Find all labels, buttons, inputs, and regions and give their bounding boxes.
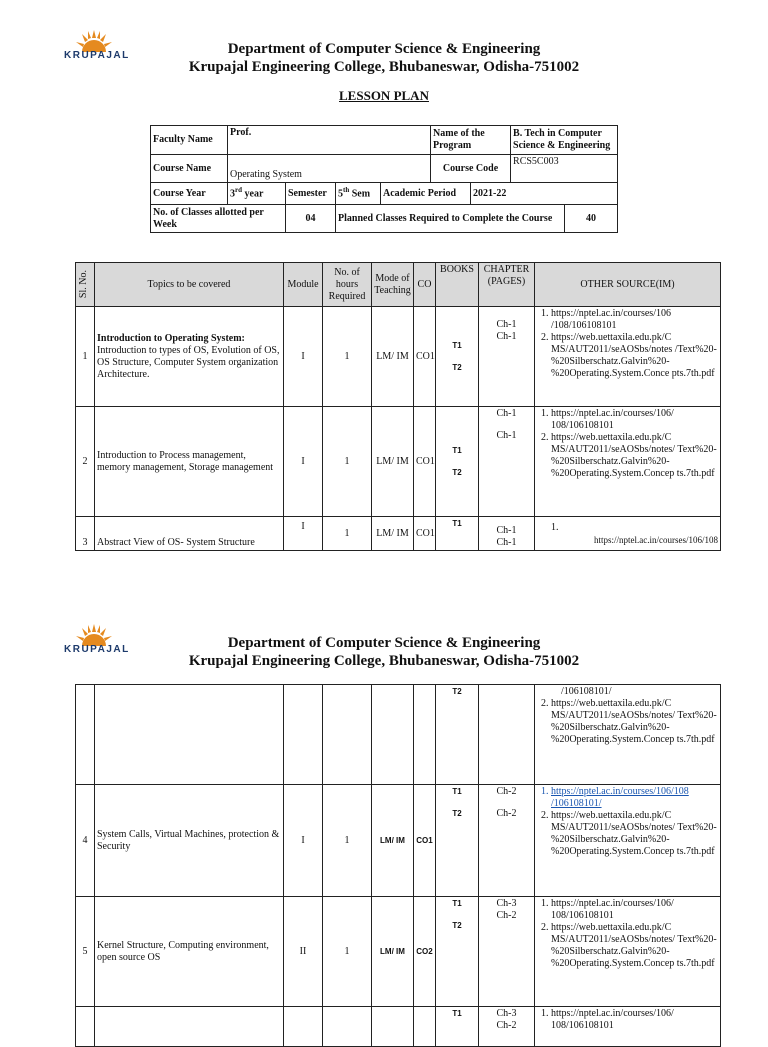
row-other-source: 1. https://nptel.ac.in/courses/106/ 108/106108101 2. https://web.uettaxila.edu.pk/C MS/AUT2011/seAOSbs/notes/ Text%20- %20Silberschatz.Galvin%20- %20Operating.System.Concep ts.7th.pdf [535, 407, 721, 517]
row-hours: 1 [323, 785, 372, 897]
row-hours: 1 [323, 517, 372, 551]
academic-period-value: 2021-22 [471, 183, 618, 205]
row-module: II [284, 897, 323, 1007]
row-books: T1 T2 [436, 407, 479, 517]
row-other-source: 1. https://nptel.ac.in/courses/106/ 108/106108101 [535, 1007, 721, 1047]
department-title: Department of Computer Science & Engineering [227, 41, 541, 57]
co-header: CO [414, 263, 436, 307]
classes-per-week-label: No. of Classes allotted per Week [151, 205, 286, 233]
row-module: I [284, 785, 323, 897]
row-chapter: Ch-3 Ch-2 [479, 1007, 535, 1047]
academic-period-label: Academic Period [381, 183, 471, 205]
row-other-source: /106108101/ 2. https://web.uettaxila.edu.pk/C MS/AUT2011/seAOSbs/notes/ Text%20- %20Silberschatz.Galvin%20- %20Operating.System.Concep ts.7th.pdf [535, 685, 721, 785]
row-topic: Abstract View of OS- System Structure [95, 517, 284, 551]
row-sl: 5 [76, 897, 95, 1007]
row-books: T1 T2 [436, 307, 479, 407]
row-other-source: 1. https://nptel.ac.in/courses/106/108 /106108101/ 2. https://web.uettaxila.edu.pk/C MS/AUT2011/seAOSbs/notes/ Text%20- %20Silberschatz.Galvin%20- %20Operating.System.Concep ts.7th.pdf [535, 785, 721, 897]
row-sl: 3 [76, 517, 95, 551]
row-chapter: Ch-1 Ch-1 [479, 517, 535, 551]
logo-text: KRUPAJAL [64, 644, 130, 655]
row-co: CO1 [414, 407, 436, 517]
row-mode: LM/ IM [372, 407, 414, 517]
logo-text: KRUPAJAL [64, 50, 130, 61]
course-code-label: Course Code [431, 155, 511, 183]
row-chapter: Ch-3 Ch-2 [479, 897, 535, 1007]
books-header: BOOKS [436, 263, 479, 307]
row-topic: Kernel Structure, Computing environment, open source OS [95, 897, 284, 1007]
table-row [76, 517, 721, 551]
row-co: CO1 [414, 517, 436, 551]
faculty-value: Prof. [228, 126, 431, 155]
row-co: CO2 [414, 897, 436, 1007]
row-mode: LM/ IM [372, 517, 414, 551]
row-sl: 1 [76, 307, 95, 407]
table-row [76, 785, 721, 897]
row-chapter: Ch-1 Ch-1 [479, 407, 535, 517]
row-module: I [284, 307, 323, 407]
row-books: T1 T2 [436, 785, 479, 897]
hours-header: No. of hours Required [323, 263, 372, 307]
row-sl: 4 [76, 785, 95, 897]
planned-classes-value: 40 [565, 205, 618, 233]
course-year-value: 3rd year [228, 183, 286, 205]
row-sl: 2 [76, 407, 95, 517]
row-books: T2 [436, 685, 479, 785]
planned-classes-label: Planned Classes Required to Complete the Course [336, 205, 565, 233]
semester-value: 5th Sem [336, 183, 381, 205]
table-row [76, 1007, 721, 1047]
row-chapter: Ch-1 Ch-1 [479, 307, 535, 407]
row-module: I [284, 517, 323, 551]
row-hours: 1 [323, 407, 372, 517]
row-topic: System Calls, Virtual Machines, protection & Security [95, 785, 284, 897]
row-mode: LM/ IM [372, 897, 414, 1007]
table-header-row [76, 263, 721, 307]
classes-per-week-value: 04 [286, 205, 336, 233]
row-topic: Introduction to Operating System: Introduction to types of OS, Evolution of OS, OS Structure, Computer System organization Architecture. [95, 307, 284, 407]
course-year-label: Course Year [151, 183, 228, 205]
row-module: I [284, 407, 323, 517]
lesson-plan-table-page2 [75, 684, 721, 1047]
table-row [76, 407, 721, 517]
row-books: T1 T2 [436, 897, 479, 1007]
row-hours: 1 [323, 307, 372, 407]
row-mode: LM/ IM [372, 785, 414, 897]
semester-label: Semester [286, 183, 336, 205]
table-row [76, 307, 721, 407]
module-header: Module [284, 263, 323, 307]
course-name-value: Operating System [228, 155, 431, 183]
row-hours: 1 [323, 897, 372, 1007]
lesson-plan-table [75, 262, 721, 551]
row-mode: LM/ IM [372, 307, 414, 407]
program-value: B. Tech in Computer Science & Engineering [511, 126, 618, 155]
college-title: Krupajal Engineering College, Bhubaneswar, Odisha-751002 [188, 59, 580, 75]
topics-header: Topics to be covered [95, 263, 284, 307]
row-other-source: 1. https://nptel.ac.in/courses/106 /108/106108101 2. https://web.uettaxila.edu.pk/C MS/AUT2011/seAOSbs/notes /Text%20- %20Silberschatz.Galvin%20- %20Operating.System.Conce pts.7th.pdf [535, 307, 721, 407]
program-label: Name of the Program [431, 126, 511, 155]
course-name-label: Course Name [151, 155, 228, 183]
table-row [76, 685, 721, 785]
faculty-label: Faculty Name [151, 126, 228, 155]
college-title-page2: Krupajal Engineering College, Bhubaneswar, Odisha-751002 [188, 653, 580, 669]
mode-header: Mode of Teaching [372, 263, 414, 307]
course-info-table [150, 125, 618, 233]
sl-no-header: Sl. No. [78, 270, 89, 299]
row-topic: Introduction to Process management, memory management, Storage management [95, 407, 284, 517]
row-chapter: Ch-2 Ch-2 [479, 785, 535, 897]
lesson-plan-title: LESSON PLAN [339, 88, 429, 103]
course-code-value: RCS5C003 [511, 155, 618, 183]
department-title-page2: Department of Computer Science & Engineering [227, 635, 541, 651]
row-books: T1 [436, 1007, 479, 1047]
row-co: CO1 [414, 307, 436, 407]
row-books: T1 [436, 517, 479, 551]
table-row [76, 897, 721, 1007]
row-co: CO1 [414, 785, 436, 897]
row-other-source: 1. https://nptel.ac.in/courses/106/108 [535, 517, 721, 551]
chapter-header: CHAPTER (PAGES) [479, 263, 535, 307]
other-source-header: OTHER SOURCE(IM) [535, 263, 721, 307]
row-other-source: 1. https://nptel.ac.in/courses/106/ 108/106108101 2. https://web.uettaxila.edu.pk/C MS/AUT2011/seAOSbs/notes/ Text%20- %20Silberschatz.Galvin%20- %20Operating.System.Concep ts.7th.pdf [535, 897, 721, 1007]
nptel-link[interactable]: 1. https://nptel.ac.in/courses/106/108 /106108101/ [551, 786, 718, 810]
